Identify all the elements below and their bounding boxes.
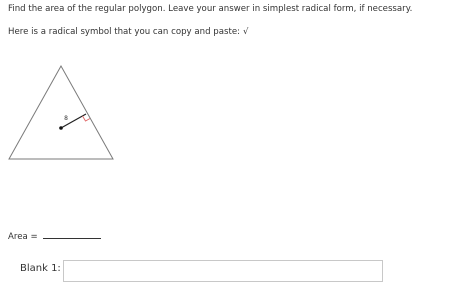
triangle-figure <box>0 0 140 170</box>
apothem-label: 8 <box>64 115 68 122</box>
radical-hint-text: Here is a radical symbol that you can copy and paste: <box>8 27 241 37</box>
triangle-outline <box>9 66 113 159</box>
radical-symbol: √ <box>243 27 249 37</box>
area-label: Area = <box>8 232 38 242</box>
blank-1-input[interactable] <box>63 260 383 282</box>
question-prompt: Find the area of the regular polygon. Leave your answer in simplest radical form, if necessary. <box>8 4 413 14</box>
area-row <box>8 228 101 243</box>
center-point <box>59 126 63 130</box>
blank-1-label: Blank 1: <box>20 263 61 274</box>
area-answer-line <box>43 228 101 239</box>
